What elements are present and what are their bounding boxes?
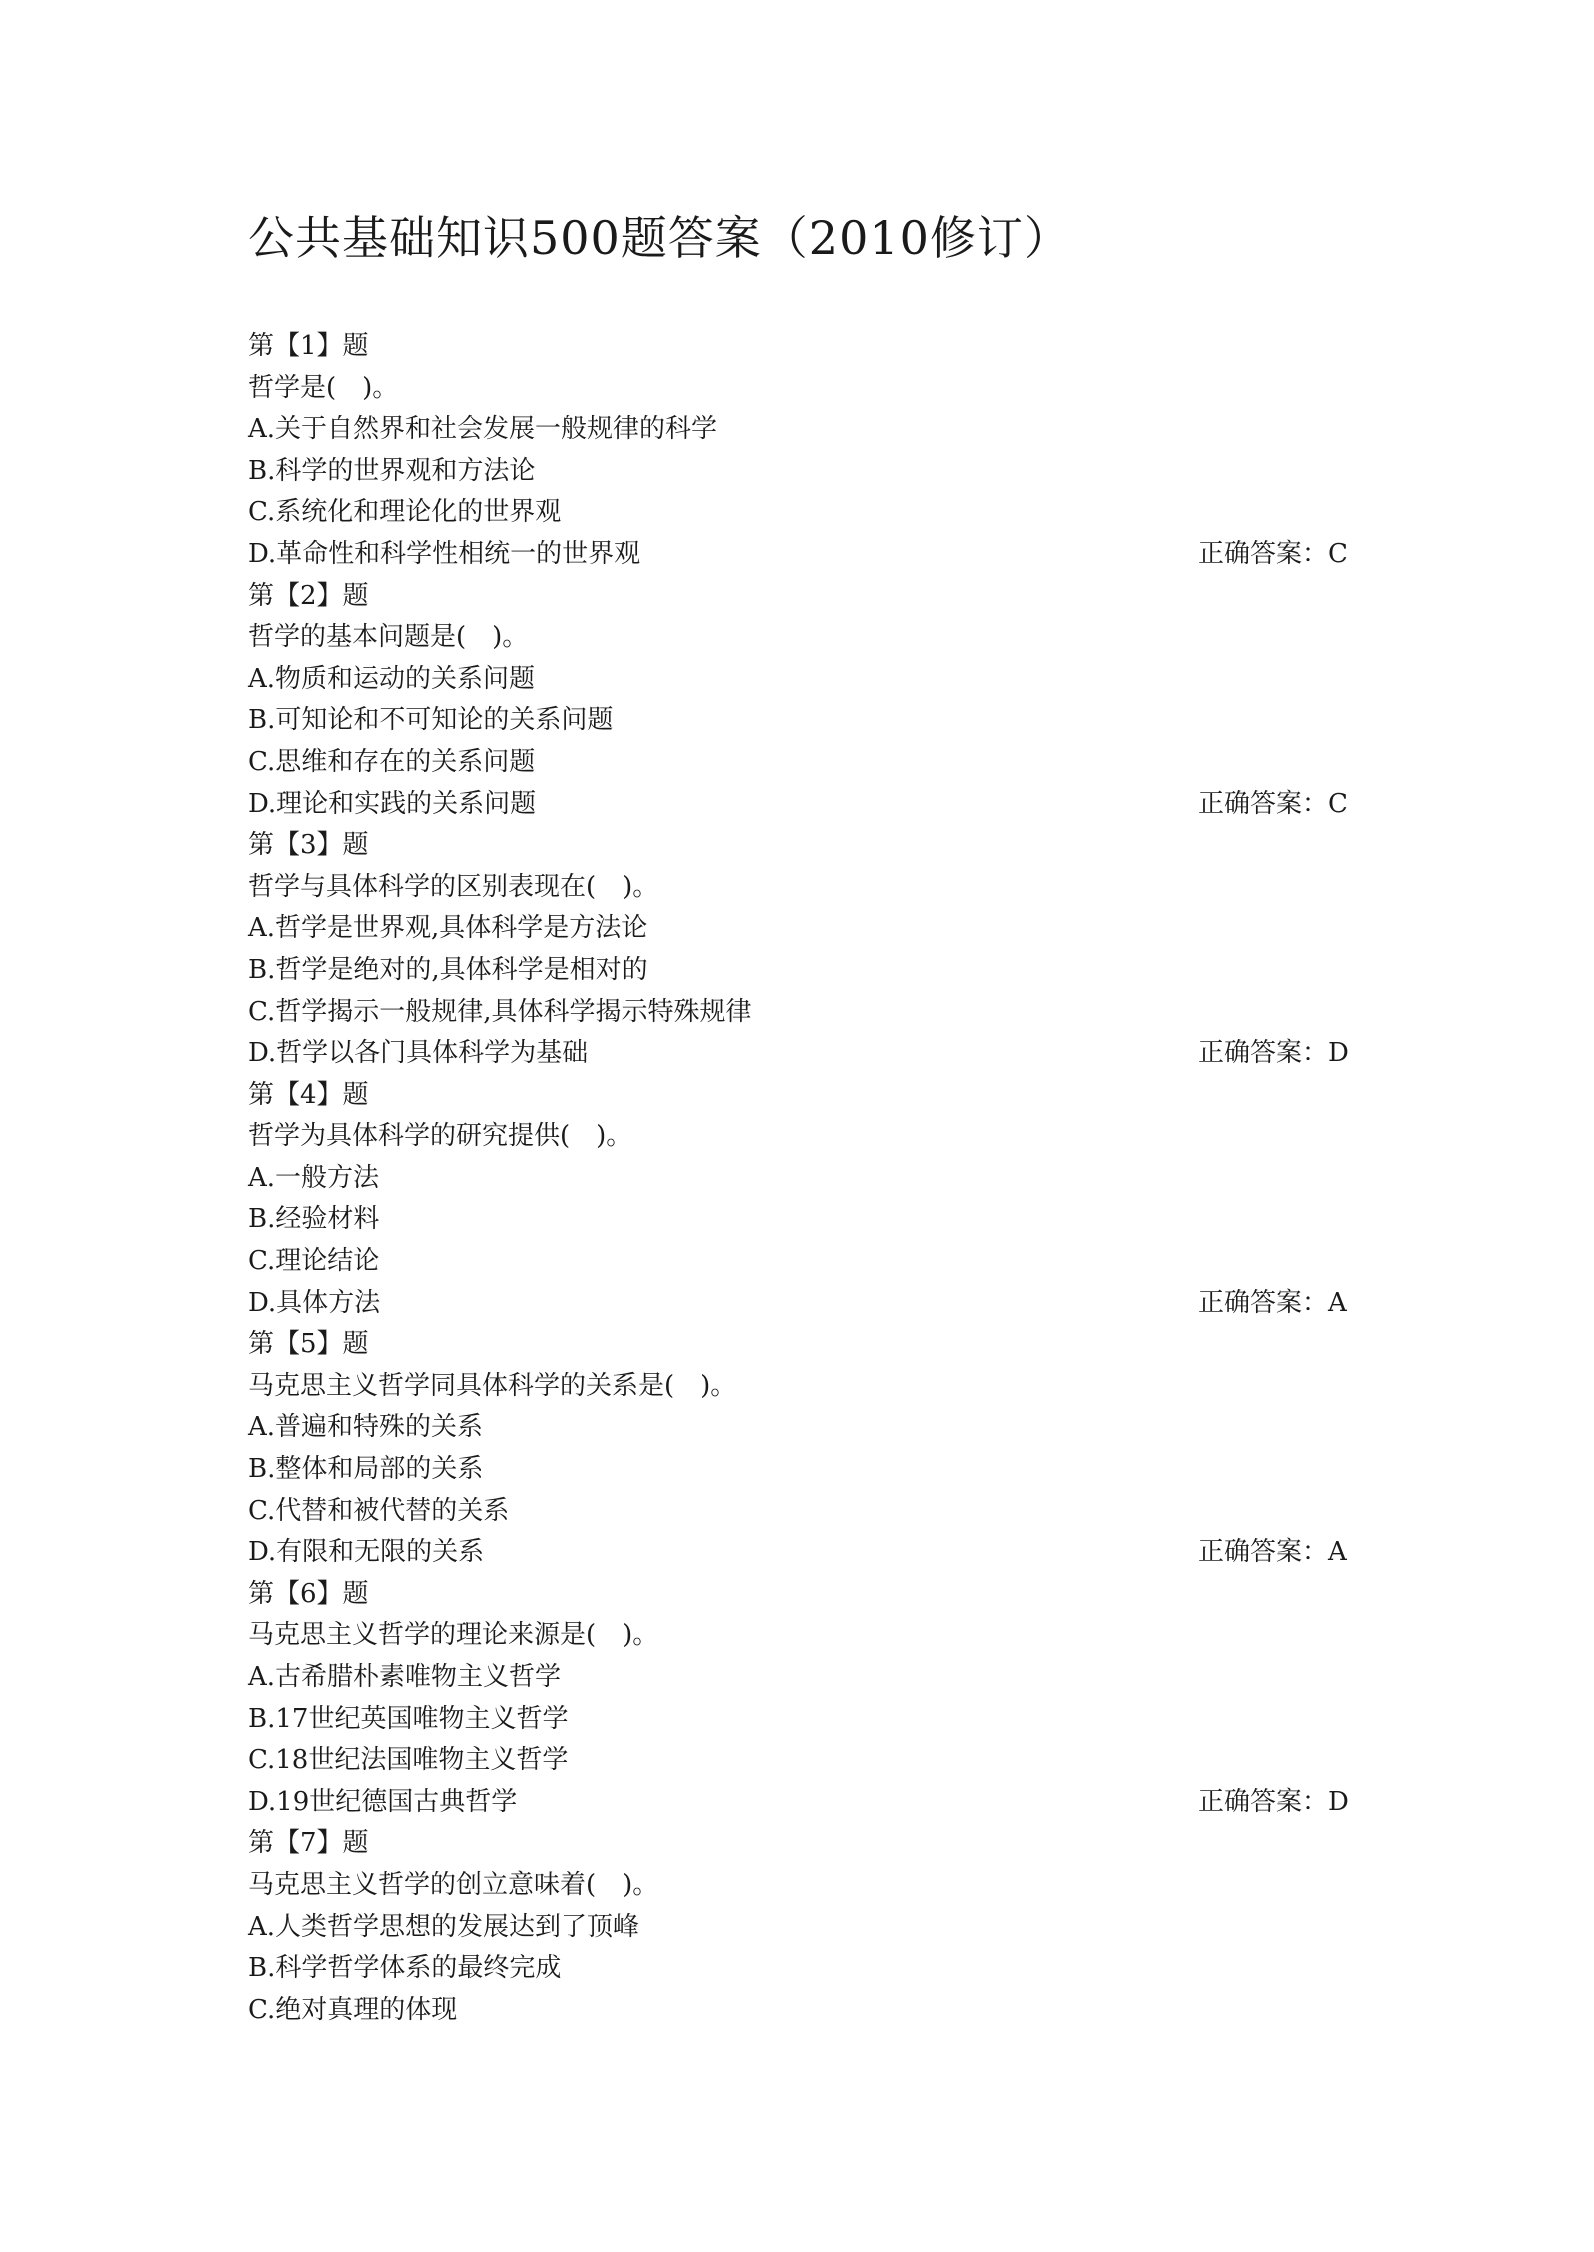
option-d: D.革命性和科学性相统一的世界观 [248, 538, 641, 569]
correct-answer [1198, 1033, 1349, 1075]
answer-prefix: 正确答案： [1198, 1287, 1329, 1318]
option-d: D.19世纪德国古典哲学 [248, 1786, 518, 1817]
answer-letter: C [1328, 788, 1348, 819]
option-a: A.关于自然界和社会发展一般规律的科学 [248, 414, 718, 445]
option-d-row [248, 1033, 1358, 1075]
option-c: C.绝对真理的体现 [248, 1994, 458, 2025]
option-a: A.古希腊朴素唯物主义哲学 [248, 1662, 562, 1692]
correct-answer [1198, 1782, 1349, 1824]
answer-letter: D [1328, 1038, 1349, 1069]
correct-answer [1198, 1283, 1347, 1325]
question-block [248, 825, 1358, 1075]
document-title: 公共基础知识500题答案（2010修订） [248, 211, 1071, 265]
question-stem: 马克思主义哲学同具体科学的关系是( )。 [248, 1370, 737, 1401]
answer-letter: A [1328, 1537, 1347, 1568]
option-a: A.物质和运动的关系问题 [248, 663, 536, 694]
question-stem: 哲学是( )。 [248, 372, 399, 403]
option-c: C.代替和被代替的关系 [248, 1495, 510, 1526]
option-b: B.17世纪英国唯物主义哲学 [248, 1703, 569, 1734]
correct-answer [1198, 784, 1348, 826]
question-block [248, 1324, 1358, 1574]
question-block [248, 1574, 1358, 1824]
question-stem: 哲学为具体科学的研究提供( )。 [248, 1121, 633, 1152]
answer-prefix: 正确答案： [1198, 788, 1329, 819]
option-c: C.系统化和理论化的世界观 [248, 497, 562, 528]
option-a: A.一般方法 [248, 1162, 380, 1193]
option-d-row [248, 1532, 1358, 1574]
option-d-row [248, 1283, 1358, 1325]
option-c: C.哲学揭示一般规律,具体科学揭示特殊规律 [248, 996, 752, 1027]
answer-prefix: 正确答案： [1198, 1786, 1329, 1817]
answer-letter: D [1328, 1786, 1349, 1817]
question-block [248, 326, 1358, 576]
answer-prefix: 正确答案： [1198, 538, 1329, 569]
option-d-row [248, 534, 1358, 576]
option-c: C.18世纪法国唯物主义哲学 [248, 1745, 569, 1776]
question-number: 第【7】题 [248, 1828, 369, 1859]
option-a: A.哲学是世界观,具体科学是方法论 [248, 913, 648, 944]
question-stem: 马克思主义哲学的创立意味着( )。 [248, 1869, 659, 1900]
option-d-row [248, 784, 1358, 826]
question-stem: 马克思主义哲学的理论来源是( )。 [248, 1620, 659, 1651]
option-b: B.可知论和不可知论的关系问题 [248, 705, 614, 736]
option-b: B.哲学是绝对的,具体科学是相对的 [248, 954, 648, 985]
correct-answer [1198, 1532, 1347, 1574]
question-stem: 哲学与具体科学的区别表现在( )。 [248, 871, 659, 902]
answer-letter: C [1328, 538, 1348, 569]
option-d-row [248, 1782, 1358, 1824]
option-b: B.经验材料 [248, 1204, 380, 1235]
question-block [248, 1075, 1358, 1325]
question-number: 第【4】题 [248, 1079, 369, 1110]
answer-prefix: 正确答案： [1198, 1537, 1329, 1568]
option-a: A.人类哲学思想的发展达到了顶峰 [248, 1911, 640, 1942]
option-a: A.普遍和特殊的关系 [248, 1412, 484, 1443]
question-block [248, 576, 1358, 826]
question-number: 第【6】题 [248, 1578, 369, 1609]
question-list [248, 326, 1358, 2031]
question-number: 第【1】题 [248, 331, 369, 361]
option-b: B.整体和局部的关系 [248, 1454, 484, 1485]
question-stem: 哲学的基本问题是( )。 [248, 622, 529, 653]
question-number: 第【5】题 [248, 1329, 369, 1360]
question-number: 第【2】题 [248, 580, 369, 611]
correct-answer [1198, 534, 1348, 576]
question-block [248, 1823, 1358, 2031]
option-c: C.理论结论 [248, 1246, 380, 1277]
option-b: B.科学哲学体系的最终完成 [248, 1953, 562, 1984]
answer-prefix: 正确答案： [1198, 1038, 1329, 1069]
option-c: C.思维和存在的关系问题 [248, 746, 536, 777]
answer-letter: A [1328, 1287, 1347, 1318]
option-b: B.科学的世界观和方法论 [248, 455, 536, 486]
option-d: D.理论和实践的关系问题 [248, 788, 537, 819]
option-d: D.具体方法 [248, 1287, 381, 1318]
option-d: D.哲学以各门具体科学为基础 [248, 1038, 589, 1069]
question-number: 第【3】题 [248, 830, 369, 861]
option-d: D.有限和无限的关系 [248, 1537, 485, 1568]
